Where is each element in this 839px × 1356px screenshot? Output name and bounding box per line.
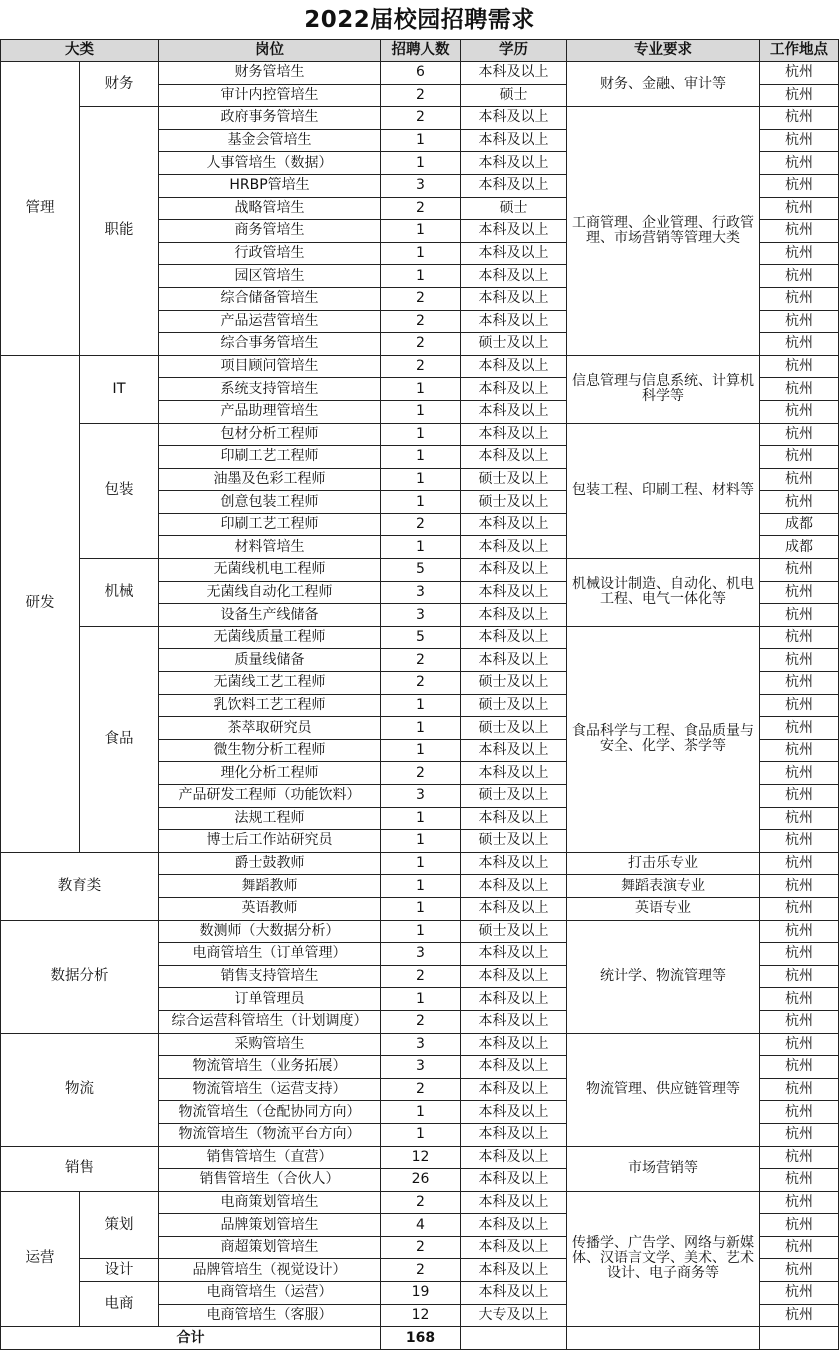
- page-title: 2022届校园招聘需求: [304, 7, 535, 33]
- education-cell: 本科及以上: [461, 174, 567, 197]
- major-cell: 市场营销等: [567, 1146, 760, 1191]
- position-cell: 茶萃取研究员: [159, 717, 381, 740]
- education-cell: 硕士及以上: [461, 785, 567, 808]
- position-cell: 乳饮料工艺工程师: [159, 694, 381, 717]
- position-cell: 理化分析工程师: [159, 762, 381, 785]
- education-cell: 本科及以上: [461, 897, 567, 920]
- total-label: 合计: [1, 1327, 381, 1350]
- count-cell: 2: [381, 672, 461, 695]
- table-row: [1, 852, 839, 875]
- count-cell: 1: [381, 694, 461, 717]
- position-cell: 商超策划管培生: [159, 1236, 381, 1259]
- subcategory-cell: 职能: [80, 107, 159, 356]
- subcategory-cell: 财务: [80, 62, 159, 107]
- header-count: 招聘人数: [381, 40, 461, 62]
- category-cell: 管理: [1, 62, 80, 356]
- header-category: 大类: [1, 40, 159, 62]
- location-cell: 杭州: [760, 739, 839, 762]
- subcategory-cell: 策划: [80, 1191, 159, 1259]
- category-cell: 数据分析: [1, 920, 159, 1033]
- position-cell: 材料管培生: [159, 536, 381, 559]
- education-cell: 本科及以上: [461, 152, 567, 175]
- major-cell: 食品科学与工程、食品质量与安全、化学、茶学等: [567, 626, 760, 852]
- location-cell: 杭州: [760, 220, 839, 243]
- position-cell: 销售管培生（合伙人）: [159, 1169, 381, 1192]
- header-location: 工作地点: [760, 40, 839, 62]
- position-cell: 包材分析工程师: [159, 423, 381, 446]
- count-cell: 26: [381, 1169, 461, 1192]
- position-cell: 电商策划管培生: [159, 1191, 381, 1214]
- location-cell: 杭州: [760, 943, 839, 966]
- education-cell: 硕士及以上: [461, 491, 567, 514]
- count-cell: 2: [381, 310, 461, 333]
- education-cell: 本科及以上: [461, 513, 567, 536]
- position-cell: 物流管培生（物流平台方向）: [159, 1123, 381, 1146]
- position-cell: 园区管培生: [159, 265, 381, 288]
- location-cell: 杭州: [760, 717, 839, 740]
- education-cell: 本科及以上: [461, 242, 567, 265]
- position-cell: 产品助理管培生: [159, 400, 381, 423]
- major-cell: 传播学、广告学、网络与新媒体、汉语言文学、美术、艺术设计、电子商务等: [567, 1191, 760, 1327]
- position-cell: 无菌线工艺工程师: [159, 672, 381, 695]
- education-cell: 本科及以上: [461, 107, 567, 130]
- position-cell: 设备生产线储备: [159, 604, 381, 627]
- education-cell: 本科及以上: [461, 965, 567, 988]
- education-cell: 本科及以上: [461, 1282, 567, 1305]
- position-cell: 电商管培生（订单管理）: [159, 943, 381, 966]
- category-cell: 研发: [1, 355, 80, 852]
- education-cell: 本科及以上: [461, 400, 567, 423]
- location-cell: 杭州: [760, 1010, 839, 1033]
- location-cell: 杭州: [760, 649, 839, 672]
- position-cell: 人事管培生（数据）: [159, 152, 381, 175]
- education-cell: 本科及以上: [461, 581, 567, 604]
- location-cell: 杭州: [760, 446, 839, 469]
- location-cell: 杭州: [760, 762, 839, 785]
- location-cell: 杭州: [760, 785, 839, 808]
- empty-cell: [760, 1327, 839, 1350]
- table-row: [1, 355, 839, 378]
- count-cell: 1: [381, 400, 461, 423]
- location-cell: 杭州: [760, 1078, 839, 1101]
- count-cell: 3: [381, 1056, 461, 1079]
- position-cell: 订单管理员: [159, 988, 381, 1011]
- table-row: [1, 107, 839, 130]
- location-cell: 杭州: [760, 1191, 839, 1214]
- education-cell: 本科及以上: [461, 1236, 567, 1259]
- position-cell: 电商管培生（客服）: [159, 1304, 381, 1327]
- count-cell: 1: [381, 152, 461, 175]
- position-cell: HRBP管培生: [159, 174, 381, 197]
- location-cell: 杭州: [760, 1304, 839, 1327]
- count-cell: 19: [381, 1282, 461, 1305]
- location-cell: 杭州: [760, 1033, 839, 1056]
- education-cell: 本科及以上: [461, 852, 567, 875]
- major-cell: 包装工程、印刷工程、材料等: [567, 423, 760, 559]
- count-cell: 2: [381, 1010, 461, 1033]
- position-cell: 销售管培生（直营）: [159, 1146, 381, 1169]
- subcategory-cell: 电商: [80, 1282, 159, 1327]
- location-cell: 杭州: [760, 423, 839, 446]
- location-cell: 杭州: [760, 1236, 839, 1259]
- table-row: [1, 1033, 839, 1056]
- location-cell: 杭州: [760, 1259, 839, 1282]
- count-cell: 5: [381, 626, 461, 649]
- table-row: [1, 1191, 839, 1214]
- count-cell: 1: [381, 536, 461, 559]
- education-cell: 本科及以上: [461, 1123, 567, 1146]
- education-cell: 本科及以上: [461, 1010, 567, 1033]
- count-cell: 1: [381, 1101, 461, 1124]
- location-cell: 杭州: [760, 107, 839, 130]
- subcategory-cell: 食品: [80, 626, 159, 852]
- total-row: [1, 1327, 839, 1350]
- education-cell: 本科及以上: [461, 626, 567, 649]
- count-cell: 2: [381, 287, 461, 310]
- subcategory-cell: 机械: [80, 559, 159, 627]
- position-cell: 油墨及色彩工程师: [159, 468, 381, 491]
- position-cell: 无菌线质量工程师: [159, 626, 381, 649]
- location-cell: 杭州: [760, 129, 839, 152]
- location-cell: 杭州: [760, 355, 839, 378]
- table-row: [1, 62, 839, 85]
- education-cell: 本科及以上: [461, 423, 567, 446]
- location-cell: 杭州: [760, 852, 839, 875]
- table-row: [1, 423, 839, 446]
- count-cell: 1: [381, 446, 461, 469]
- count-cell: 3: [381, 174, 461, 197]
- header-education: 学历: [461, 40, 567, 62]
- education-cell: 本科及以上: [461, 1169, 567, 1192]
- count-cell: 2: [381, 649, 461, 672]
- position-cell: 电商管培生（运营）: [159, 1282, 381, 1305]
- position-cell: 英语教师: [159, 897, 381, 920]
- count-cell: 2: [381, 762, 461, 785]
- education-cell: 硕士及以上: [461, 717, 567, 740]
- position-cell: 法规工程师: [159, 807, 381, 830]
- education-cell: 本科及以上: [461, 287, 567, 310]
- empty-cell: [461, 1327, 567, 1350]
- location-cell: 杭州: [760, 1214, 839, 1237]
- count-cell: 1: [381, 807, 461, 830]
- count-cell: 2: [381, 1191, 461, 1214]
- count-cell: 1: [381, 988, 461, 1011]
- major-cell: 打击乐专业: [567, 852, 760, 875]
- education-cell: 硕士及以上: [461, 920, 567, 943]
- subcategory-cell: 设计: [80, 1259, 159, 1282]
- count-cell: 2: [381, 1236, 461, 1259]
- education-cell: 本科及以上: [461, 1146, 567, 1169]
- location-cell: 杭州: [760, 1101, 839, 1124]
- count-cell: 1: [381, 491, 461, 514]
- position-cell: 综合事务管培生: [159, 333, 381, 356]
- position-cell: 数测师（大数据分析）: [159, 920, 381, 943]
- position-cell: 基金会管培生: [159, 129, 381, 152]
- count-cell: 3: [381, 785, 461, 808]
- count-cell: 2: [381, 333, 461, 356]
- count-cell: 1: [381, 1123, 461, 1146]
- count-cell: 1: [381, 739, 461, 762]
- education-cell: 本科及以上: [461, 310, 567, 333]
- location-cell: 杭州: [760, 242, 839, 265]
- count-cell: 1: [381, 830, 461, 853]
- education-cell: 本科及以上: [461, 1078, 567, 1101]
- position-cell: 综合储备管培生: [159, 287, 381, 310]
- education-cell: 本科及以上: [461, 1214, 567, 1237]
- category-cell: 运营: [1, 1191, 80, 1327]
- empty-cell: [567, 1327, 760, 1350]
- count-cell: 1: [381, 468, 461, 491]
- position-cell: 财务管培生: [159, 62, 381, 85]
- education-cell: 本科及以上: [461, 762, 567, 785]
- education-cell: 硕士: [461, 84, 567, 107]
- location-cell: 杭州: [760, 807, 839, 830]
- count-cell: 2: [381, 1078, 461, 1101]
- category-cell: 教育类: [1, 852, 159, 920]
- count-cell: 1: [381, 220, 461, 243]
- education-cell: 本科及以上: [461, 446, 567, 469]
- education-cell: 硕士及以上: [461, 672, 567, 695]
- category-cell: 物流: [1, 1033, 159, 1146]
- position-cell: 政府事务管培生: [159, 107, 381, 130]
- table-row: [1, 559, 839, 582]
- count-cell: 3: [381, 1033, 461, 1056]
- count-cell: 12: [381, 1304, 461, 1327]
- location-cell: 杭州: [760, 988, 839, 1011]
- count-cell: 2: [381, 197, 461, 220]
- education-cell: 本科及以上: [461, 355, 567, 378]
- position-cell: 行政管培生: [159, 242, 381, 265]
- education-cell: 本科及以上: [461, 1056, 567, 1079]
- position-cell: 博士后工作站研究员: [159, 830, 381, 853]
- education-cell: 本科及以上: [461, 129, 567, 152]
- education-cell: 本科及以上: [461, 378, 567, 401]
- location-cell: 杭州: [760, 400, 839, 423]
- education-cell: 本科及以上: [461, 943, 567, 966]
- education-cell: 硕士及以上: [461, 830, 567, 853]
- location-cell: 杭州: [760, 197, 839, 220]
- education-cell: 本科及以上: [461, 649, 567, 672]
- education-cell: 本科及以上: [461, 604, 567, 627]
- location-cell: 杭州: [760, 897, 839, 920]
- education-cell: 硕士及以上: [461, 468, 567, 491]
- major-cell: 信息管理与信息系统、计算机科学等: [567, 355, 760, 423]
- subcategory-cell: IT: [80, 355, 159, 423]
- count-cell: 3: [381, 604, 461, 627]
- location-cell: 杭州: [760, 310, 839, 333]
- location-cell: 杭州: [760, 152, 839, 175]
- count-cell: 3: [381, 581, 461, 604]
- education-cell: 本科及以上: [461, 875, 567, 898]
- location-cell: 杭州: [760, 333, 839, 356]
- position-cell: 品牌管培生（视觉设计）: [159, 1259, 381, 1282]
- count-cell: 1: [381, 920, 461, 943]
- location-cell: 成都: [760, 513, 839, 536]
- position-cell: 物流管培生（仓配协同方向）: [159, 1101, 381, 1124]
- position-cell: 采购管培生: [159, 1033, 381, 1056]
- education-cell: 本科及以上: [461, 1191, 567, 1214]
- count-cell: 2: [381, 513, 461, 536]
- recruitment-table: [0, 39, 839, 1350]
- location-cell: 杭州: [760, 1123, 839, 1146]
- location-cell: 杭州: [760, 1282, 839, 1305]
- location-cell: 杭州: [760, 468, 839, 491]
- education-cell: 本科及以上: [461, 220, 567, 243]
- count-cell: 2: [381, 965, 461, 988]
- table-row: [1, 920, 839, 943]
- header-position: 岗位: [159, 40, 381, 62]
- position-cell: 品牌策划管培生: [159, 1214, 381, 1237]
- location-cell: 杭州: [760, 1056, 839, 1079]
- location-cell: 杭州: [760, 672, 839, 695]
- location-cell: 杭州: [760, 626, 839, 649]
- education-cell: 本科及以上: [461, 807, 567, 830]
- position-cell: 爵士鼓教师: [159, 852, 381, 875]
- position-cell: 产品研发工程师（功能饮料）: [159, 785, 381, 808]
- position-cell: 销售支持管培生: [159, 965, 381, 988]
- major-cell: 机械设计制造、自动化、机电工程、电气一体化等: [567, 559, 760, 627]
- table-row: [1, 1146, 839, 1169]
- major-cell: 财务、金融、审计等: [567, 62, 760, 107]
- position-cell: 印刷工艺工程师: [159, 446, 381, 469]
- position-cell: 商务管培生: [159, 220, 381, 243]
- education-cell: 本科及以上: [461, 739, 567, 762]
- count-cell: 1: [381, 129, 461, 152]
- count-cell: 12: [381, 1146, 461, 1169]
- position-cell: 无菌线机电工程师: [159, 559, 381, 582]
- count-cell: 1: [381, 242, 461, 265]
- count-cell: 1: [381, 265, 461, 288]
- education-cell: 本科及以上: [461, 1101, 567, 1124]
- major-cell: 英语专业: [567, 897, 760, 920]
- major-cell: 舞蹈表演专业: [567, 875, 760, 898]
- education-cell: 本科及以上: [461, 1259, 567, 1282]
- location-cell: 杭州: [760, 694, 839, 717]
- major-cell: 工商管理、企业管理、行政管理、市场营销等管理大类: [567, 107, 760, 356]
- count-cell: 1: [381, 852, 461, 875]
- location-cell: 杭州: [760, 965, 839, 988]
- total-count: 168: [381, 1327, 461, 1350]
- education-cell: 本科及以上: [461, 265, 567, 288]
- location-cell: 杭州: [760, 559, 839, 582]
- position-cell: 舞蹈教师: [159, 875, 381, 898]
- count-cell: 1: [381, 378, 461, 401]
- header-row: [1, 40, 839, 62]
- position-cell: 产品运营管培生: [159, 310, 381, 333]
- subcategory-cell: 包装: [80, 423, 159, 559]
- count-cell: 1: [381, 897, 461, 920]
- location-cell: 杭州: [760, 265, 839, 288]
- location-cell: 杭州: [760, 1169, 839, 1192]
- location-cell: 杭州: [760, 84, 839, 107]
- education-cell: 硕士及以上: [461, 694, 567, 717]
- position-cell: 无菌线自动化工程师: [159, 581, 381, 604]
- count-cell: 5: [381, 559, 461, 582]
- location-cell: 杭州: [760, 491, 839, 514]
- position-cell: 创意包装工程师: [159, 491, 381, 514]
- education-cell: 本科及以上: [461, 536, 567, 559]
- header-major: 专业要求: [567, 40, 760, 62]
- count-cell: 1: [381, 875, 461, 898]
- location-cell: 杭州: [760, 875, 839, 898]
- position-cell: 印刷工艺工程师: [159, 513, 381, 536]
- category-cell: 销售: [1, 1146, 159, 1191]
- count-cell: 3: [381, 943, 461, 966]
- position-cell: 项目顾问管培生: [159, 355, 381, 378]
- location-cell: 杭州: [760, 920, 839, 943]
- count-cell: 1: [381, 423, 461, 446]
- location-cell: 杭州: [760, 1146, 839, 1169]
- major-cell: 物流管理、供应链管理等: [567, 1033, 760, 1146]
- location-cell: 杭州: [760, 830, 839, 853]
- location-cell: 杭州: [760, 604, 839, 627]
- location-cell: 杭州: [760, 62, 839, 85]
- education-cell: 本科及以上: [461, 62, 567, 85]
- location-cell: 杭州: [760, 378, 839, 401]
- position-cell: 质量线储备: [159, 649, 381, 672]
- count-cell: 1: [381, 717, 461, 740]
- education-cell: 硕士及以上: [461, 333, 567, 356]
- position-cell: 微生物分析工程师: [159, 739, 381, 762]
- education-cell: 本科及以上: [461, 559, 567, 582]
- location-cell: 杭州: [760, 581, 839, 604]
- location-cell: 成都: [760, 536, 839, 559]
- position-cell: 物流管培生（业务拓展）: [159, 1056, 381, 1079]
- count-cell: 2: [381, 355, 461, 378]
- education-cell: 本科及以上: [461, 988, 567, 1011]
- location-cell: 杭州: [760, 174, 839, 197]
- position-cell: 系统支持管培生: [159, 378, 381, 401]
- education-cell: 本科及以上: [461, 1033, 567, 1056]
- major-cell: 统计学、物流管理等: [567, 920, 760, 1033]
- education-cell: 硕士: [461, 197, 567, 220]
- table-row: [1, 626, 839, 649]
- position-cell: 物流管培生（运营支持）: [159, 1078, 381, 1101]
- count-cell: 6: [381, 62, 461, 85]
- count-cell: 2: [381, 107, 461, 130]
- position-cell: 审计内控管培生: [159, 84, 381, 107]
- education-cell: 大专及以上: [461, 1304, 567, 1327]
- position-cell: 战略管培生: [159, 197, 381, 220]
- count-cell: 2: [381, 1259, 461, 1282]
- position-cell: 综合运营科管培生（计划调度）: [159, 1010, 381, 1033]
- location-cell: 杭州: [760, 287, 839, 310]
- count-cell: 2: [381, 84, 461, 107]
- count-cell: 4: [381, 1214, 461, 1237]
